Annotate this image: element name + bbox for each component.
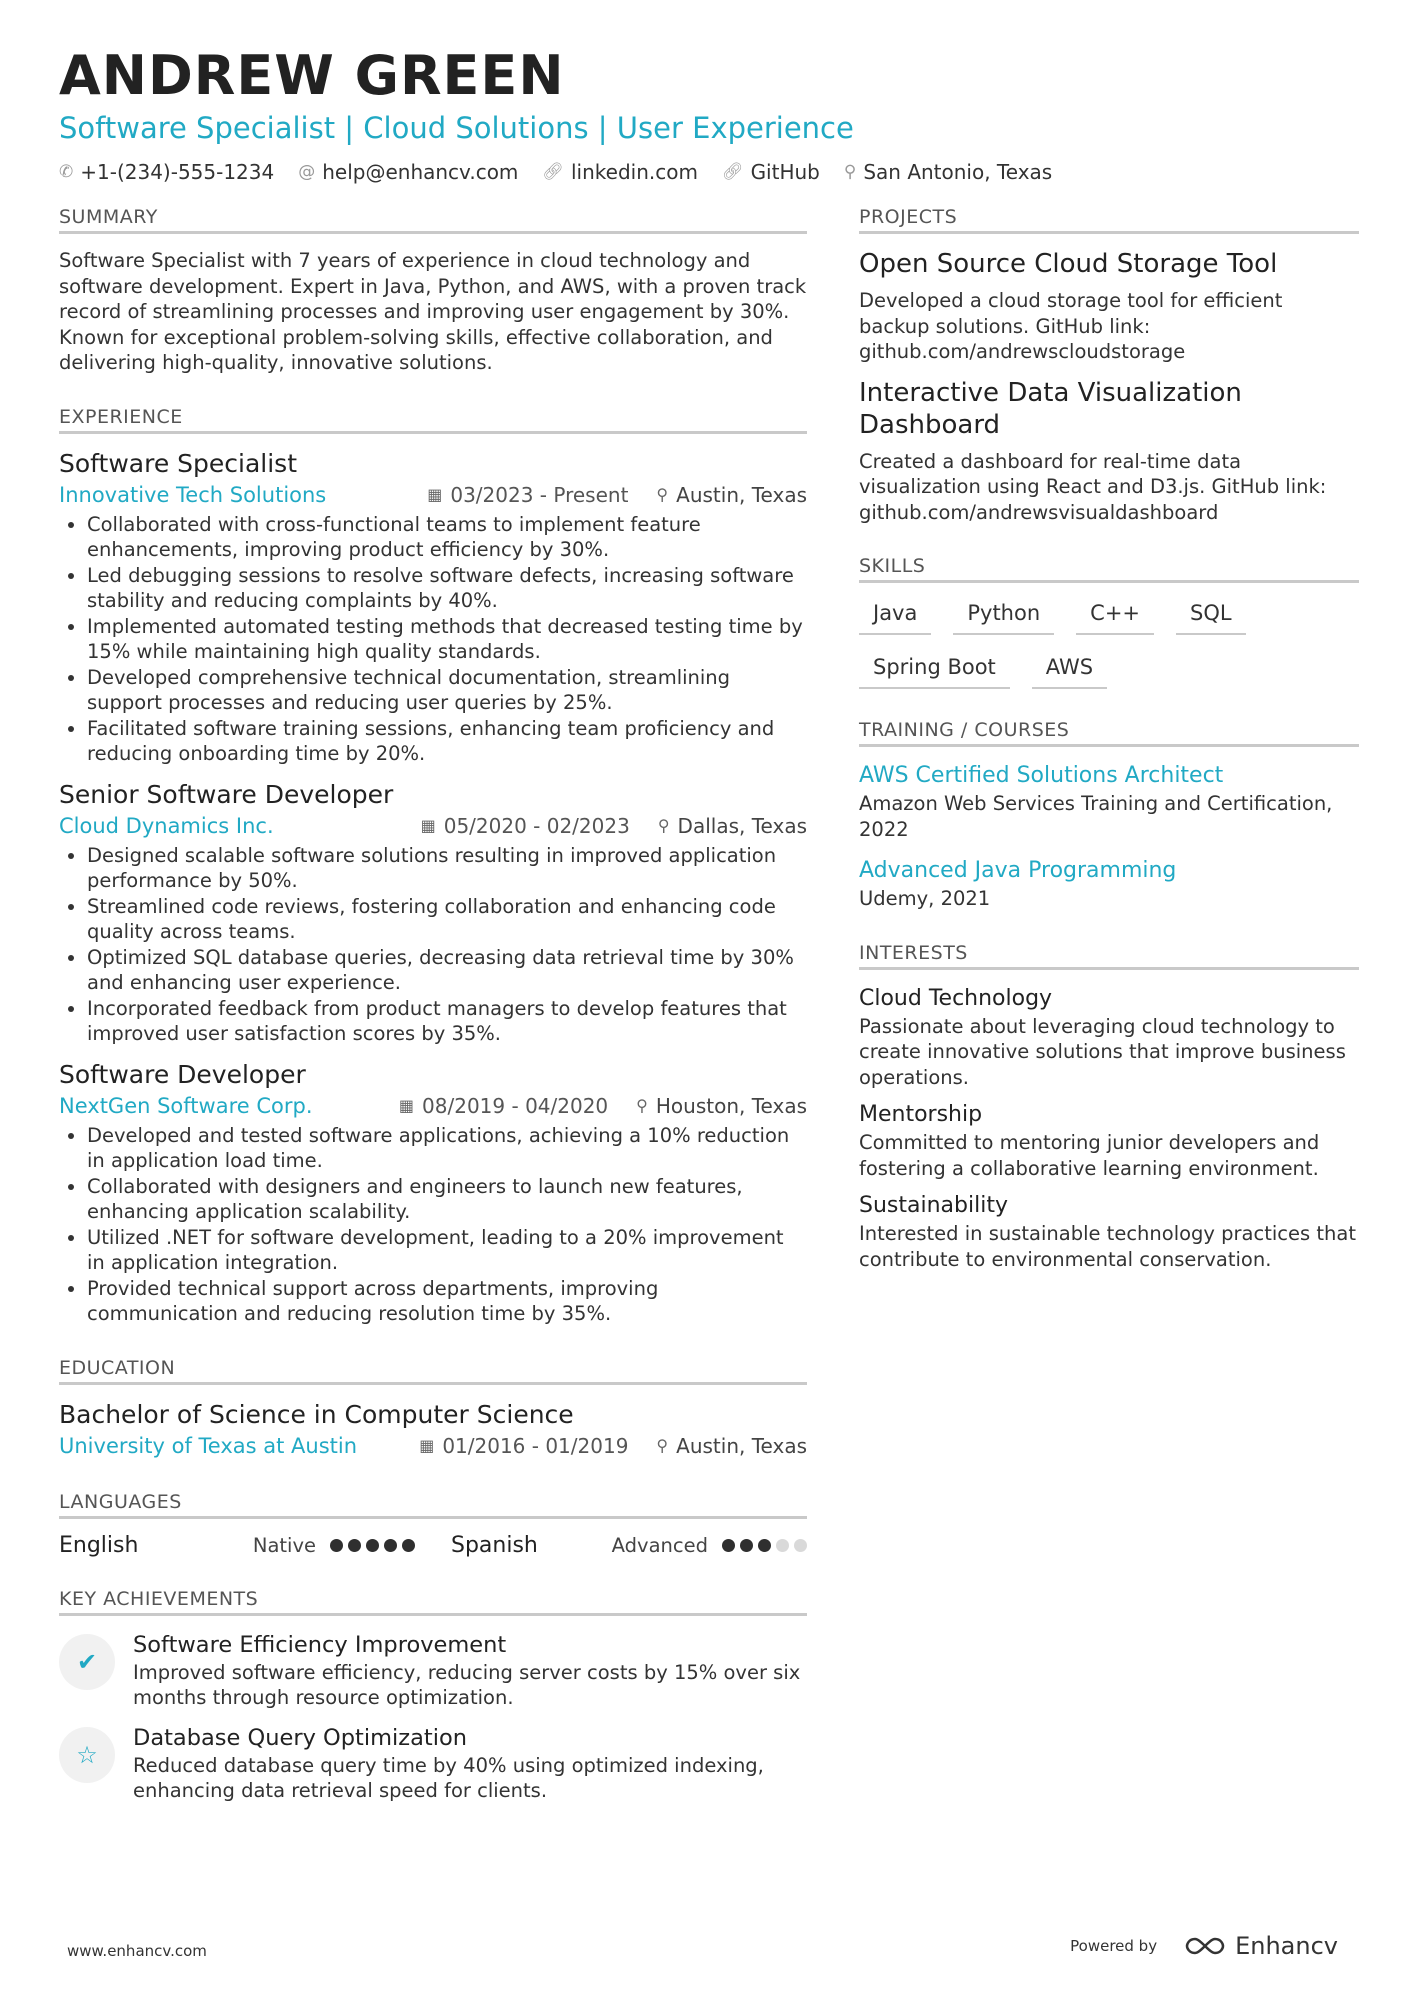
bullet-item: • Provided technical support across departments, improving communication and reducing resolution time by 35%.: [87, 1276, 807, 1327]
date-text: 03/2023 - Present: [450, 482, 629, 507]
contact-location: [844, 160, 1052, 184]
calendar-icon: ▦: [419, 1435, 435, 1455]
job-entry: [59, 448, 807, 767]
powered-by-label: Powered by: [1070, 1937, 1158, 1955]
interest-title: Cloud Technology: [859, 985, 1053, 1011]
github-text: GitHub: [750, 160, 820, 184]
contact-bar: [59, 160, 1359, 184]
section-heading: EDUCATION: [59, 1357, 807, 1385]
section-heading: SUMMARY: [59, 206, 807, 234]
section-heading: KEY ACHIEVEMENTS: [59, 1588, 807, 1616]
infinity-icon: [1185, 1935, 1225, 1957]
right-column: [859, 206, 1359, 1834]
project-text: Created a dashboard for real-time data visualization using React and D3.js. GitHub link: github.com/andrewsvisualdashboard: [859, 449, 1327, 524]
bullet-item: • Collaborated with cross-functional teams to implement feature enhancements, improving product efficiency by 30%.: [87, 512, 807, 563]
job-bullets: [59, 512, 807, 767]
bullet-item: • Collaborated with designers and engineers to launch new features, enhancing application scalability.: [87, 1174, 807, 1225]
rating-dot: [384, 1539, 397, 1552]
language-item: [451, 1533, 807, 1558]
job-date: [427, 480, 628, 510]
star-icon: ☆: [59, 1727, 115, 1783]
language-level: Native: [252, 1533, 316, 1557]
location-text: Dallas, Texas: [677, 813, 807, 838]
interest-text: Interested in sustainable technology practices that contribute to environmental conservation.: [859, 1222, 1356, 1271]
bullet-item: • Led debugging sessions to resolve software defects, increasing software stability and reducing complaints by 40%.: [87, 563, 807, 614]
company-name: NextGen Software Corp.: [59, 1093, 313, 1118]
section-heading: PROJECTS: [859, 206, 1359, 234]
date-text: 01/2016 - 01/2019: [442, 1433, 629, 1458]
company-name: Cloud Dynamics Inc.: [59, 813, 274, 838]
map-pin-icon: ⚲: [656, 484, 669, 504]
contact-github[interactable]: [722, 160, 820, 184]
bullet-item: • Developed and tested software applications, achieving a 10% reduction in application load time.: [87, 1123, 807, 1174]
education-date: [419, 1431, 628, 1461]
map-pin-icon: ⚲: [636, 1095, 648, 1115]
course-title: Advanced Java Programming: [859, 858, 1177, 883]
skill-tag: AWS: [1032, 651, 1107, 689]
education-location: [656, 1431, 807, 1461]
linkedin-text: linkedin.com: [571, 160, 698, 184]
achievement-item: [59, 1630, 807, 1711]
project-text: Developed a cloud storage tool for efficient backup solutions. GitHub link: github.com/andrewscloudstorage: [859, 289, 1283, 363]
interest-title: Mentorship: [859, 1102, 983, 1127]
skills-list: [859, 597, 1359, 689]
contact-email[interactable]: [298, 160, 518, 184]
link-icon: 🔗︎: [721, 162, 744, 182]
bullet-item: • Utilized .NET for software development, leading to a 20% improvement in application integration.: [87, 1225, 807, 1276]
company-name: Innovative Tech Solutions: [59, 482, 327, 507]
bullet-item: • Optimized SQL database queries, decreasing data retrieval time by 30% and enhancing user experience.: [87, 945, 807, 996]
bullet-item: • Implemented automated testing methods that decreased testing time by 15% while maintaining high quality standards.: [87, 614, 807, 665]
education-meta: [59, 1431, 807, 1461]
school-name: University of Texas at Austin: [59, 1433, 358, 1458]
job-entry: [59, 779, 807, 1047]
job-location: [636, 1091, 807, 1121]
footer-website[interactable]: www.enhancv.com: [67, 1942, 207, 1960]
calendar-icon: ▦: [427, 484, 443, 504]
section-heading: TRAINING / COURSES: [859, 719, 1359, 747]
rating-dot: [758, 1539, 771, 1552]
calendar-icon: ▦: [398, 1095, 415, 1115]
training-section: [859, 719, 1359, 912]
job-entry: [59, 1059, 807, 1327]
achievement-title: Software Efficiency Improvement: [133, 1631, 507, 1658]
section-heading: INTERESTS: [859, 942, 1359, 970]
enhancv-logo[interactable]: [1185, 1932, 1338, 1960]
map-pin-icon: ⚲: [657, 815, 670, 835]
rating-dot: [722, 1539, 735, 1552]
at-icon: @: [298, 162, 316, 182]
language-item: [59, 1533, 415, 1558]
job-date: [421, 811, 630, 841]
rating-dot: [776, 1539, 789, 1552]
calendar-icon: ▦: [420, 815, 436, 835]
project-title: Open Source Cloud Storage Tool: [859, 249, 1278, 279]
job-meta: [59, 1091, 807, 1121]
location-text: Austin, Texas: [676, 1433, 807, 1458]
skill-tag: SQL: [1176, 597, 1246, 635]
rating-dot: [348, 1539, 361, 1552]
footer-branding: [1070, 1932, 1338, 1960]
brand-name: Enhancv: [1235, 1932, 1338, 1960]
summary-text: Software Specialist with 7 years of experience in cloud technology and software development. Expert in Java, Python, and AWS, with a proven track record of streamlining processes and improving user engagement by 30%. Known for exceptional problem-solving skills, effective collaboration, and delivering high-quality, innovative solutions.: [59, 249, 807, 374]
candidate-title: Software Specialist | Cloud Solutions | User Experience: [59, 111, 854, 145]
job-title: Senior Software Developer: [59, 779, 394, 809]
phone-icon: ✆: [59, 162, 74, 182]
bullet-item: • Streamlined code reviews, fostering collaboration and enhancing code quality across teams.: [87, 894, 807, 945]
location-text: Houston, Texas: [655, 1093, 807, 1118]
skill-tag: C++: [1076, 597, 1154, 635]
language-name: English: [59, 1532, 139, 1558]
summary-section: [59, 206, 807, 376]
interest-text: Committed to mentoring junior developers and fostering a collaborative learning environment.: [859, 1131, 1320, 1180]
map-pin-icon: ⚲: [843, 162, 857, 182]
education-section: [59, 1357, 807, 1461]
languages-row: [59, 1533, 807, 1558]
job-date: [399, 1091, 608, 1121]
skills-section: [859, 555, 1359, 689]
rating-dot: [794, 1539, 807, 1552]
rating-dot: [366, 1539, 379, 1552]
rating-dot: [402, 1539, 415, 1552]
map-pin-icon: ⚲: [656, 1435, 669, 1455]
job-bullets: [59, 1123, 807, 1327]
job-bullets: [59, 843, 807, 1047]
phone-text: +1-(234)-555-1234: [80, 160, 275, 184]
degree-title: Bachelor of Science in Computer Science: [59, 1399, 574, 1429]
job-title: Software Specialist: [59, 448, 298, 478]
job-meta: [59, 811, 807, 841]
location-text: Austin, Texas: [676, 482, 807, 507]
achievement-text: Improved software efficiency, reducing server costs by 15% over six months through resource optimization.: [133, 1660, 801, 1709]
section-heading: EXPERIENCE: [59, 406, 807, 434]
contact-phone[interactable]: [59, 160, 274, 184]
skill-tag: Spring Boot: [859, 651, 1010, 689]
bullet-item: • Designed scalable software solutions resulting in improved application performance by 50%.: [87, 843, 807, 894]
language-level: Advanced: [611, 1533, 708, 1557]
job-location: [658, 811, 807, 841]
contact-linkedin[interactable]: [542, 160, 698, 184]
achievement-text: Reduced database query time by 40% using optimized indexing, enhancing data retrieval speed for clients.: [133, 1753, 764, 1802]
job-meta: [59, 480, 807, 510]
interest-title: Sustainability: [859, 1193, 1008, 1218]
resume-page: [59, 44, 1359, 1834]
experience-section: [59, 406, 807, 1327]
job-location: [656, 480, 807, 510]
achievement-title: Database Query Optimization: [133, 1724, 467, 1751]
section-heading: LANGUAGES: [59, 1491, 807, 1519]
link-icon: 🔗︎: [542, 162, 564, 182]
skill-tag: Python: [953, 597, 1054, 635]
achievements-section: [59, 1588, 807, 1804]
section-heading: SKILLS: [859, 555, 1359, 583]
candidate-name: ANDREW GREEN: [59, 44, 565, 107]
interests-section: [859, 942, 1359, 1273]
course-title: AWS Certified Solutions Architect: [859, 763, 1224, 788]
date-text: 05/2020 - 02/2023: [443, 813, 630, 838]
check-icon: ✔: [59, 1634, 115, 1690]
course-provider: Amazon Web Services Training and Certification, 2022: [859, 792, 1333, 841]
achievement-item: [59, 1723, 807, 1804]
location-text: San Antonio, Texas: [863, 160, 1053, 184]
rating-dot: [740, 1539, 753, 1552]
course-provider: Udemy, 2021: [859, 887, 991, 910]
date-text: 08/2019 - 04/2020: [422, 1093, 609, 1118]
language-name: Spanish: [451, 1532, 538, 1558]
bullet-item: • Incorporated feedback from product managers to develop features that improved user satisfaction scores by 35%.: [87, 996, 807, 1047]
two-column-body: [59, 206, 1359, 1834]
rating-dot: [330, 1539, 343, 1552]
bullet-item: • Developed comprehensive technical documentation, streamlining support processes and reducing user queries by 25%.: [87, 665, 807, 716]
language-rating: [330, 1539, 415, 1552]
skill-tag: Java: [859, 597, 931, 635]
job-title: Software Developer: [59, 1059, 306, 1089]
interest-text: Passionate about leveraging cloud technology to create innovative solutions that improve business operations.: [859, 1014, 1346, 1089]
bullet-item: • Facilitated software training sessions, enhancing team proficiency and reducing onboarding time by 20%.: [87, 716, 807, 767]
email-text: help@enhancv.com: [322, 160, 519, 184]
left-column: [59, 206, 807, 1834]
projects-section: [859, 206, 1359, 525]
language-rating: [722, 1539, 807, 1552]
project-title: Interactive Data Visualization Dashboard: [859, 377, 1242, 440]
languages-section: [59, 1491, 807, 1558]
